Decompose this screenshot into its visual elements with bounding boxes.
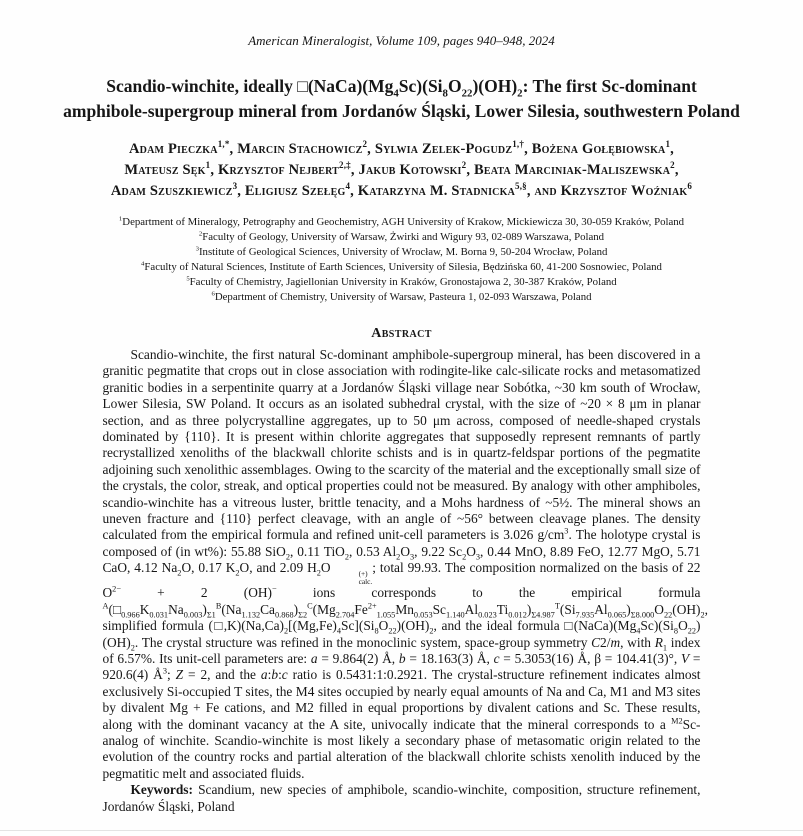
keywords-line: Keywords: Scandium, new species of amphibole, scandio-winchite, composition, structure refinement, Jordanów Śląski, Poland [102,782,701,814]
affiliation-line: $^2$Faculty of Geology, University of Warsaw, Żwirki and Wigury 93, 02-089 Warszawa, Poland [198,230,605,243]
author-line: Adam Pieczka$^{1,*}$, Marcin Stachowicz$^2$, Sylwia Zelek-Pogudz$^{1,\dagger}$, Bożena Gołębiowska$^1$, [129,139,674,157]
author-list [0,139,803,202]
affiliation-line: $^3$Institute of Geological Sciences, University of Wrocław, M. Borna 9, 50-204 Wrocław, Poland [195,245,608,258]
page-bottom-divider [0,830,803,831]
abstract-heading: Abstract [371,326,432,341]
abstract-body: Scandio-winchite, the first natural Sc-dominant amphibole-supergroup mineral, has been discovered in a granitic pegmatite that crops out in close association with rodingite-like calc-silicate rocks and metasomatized granitic bodies in a serpentinite quarry at a Jordanów Śląski village near Sobótka, ~30 km south of Wrocław, Lower Silesia, SW Poland. It occurs as an isolated subhedral crystal, with the size of ~20 × 8 μm in planar section, and as three polycrystalline aggregates, up to 50 μm across, composed of needle-shaped crystals dominated by {110}. It is present within chlorite aggregates that supposedly represent remnants of partly recrystallized xenoliths of the blackwall chlorite schists and is in quartz-feldspar portions of the pegmatite adjoining such xenolithic assemblages. Owing to the scarcity of the material and the exceptionally small size of the crystals, the color, streak, and optical properties could not be measured. By analogy with other amphiboles, scandio-winchite has a vitreous luster, brittle tenacity, and a Mohs hardness of ~5½. The mineral shows an uneven fracture and {110} perfect cleavage, with an angle of ~56° between cleavage planes. The density calculated from the empirical formula and refined unit-cell parameters is 3.026 $g/cm^3$. The holotype crystal is composed of (in wt%): 55.88 SiO$_2$, 0.11 TiO$_2$, 0.53 $Al_2O_3$, 9.22 $Sc_2O_3$, 0.44 MnO, 8.89 FeO, 12.77 MgO, 5.71 CaO, 4.12 $Na_2O$, 0.17 $K_2O$, and 2.09 $H_2O$ (+) calc. ; total 99.93. The composition normalized on the basis of 22 $O^{2-} + 2$ (OH)− ions corresponds to the empirical formula $^A(□_{0.966}K_{0.031}Na_{0.003})_{\Sigma 1}^B(Na_{1.132}Ca_{0.868})_{\Sigma 2}^C(Mg_{2.704}Fe^{2+}_{1.055}Mn_{0.053}Sc_{1.140}Al_{0.023}Ti_{0.012})_{\Sigma 4.987}^T(Si_{7.935}Al_{0.065})_{\Sigma 8.000}O_{22}(OH)_2$, simplified formula $(□,K)(Na,Ca)_2[(Mg,Fe)_4Sc](Si_8O_{22})(OH)_2$, and the ideal formula $□(NaCa)(Mg_4Sc)(Si_8O_{22})(OH)_2$. The crystal structure was refined in the monoclinic system, space-group symmetry C2/m, with $R_1$ index of 6.57%. Its unit-cell parameters are: a = 9.864(2) Å, b = 18.163(3) Å, c = 5.3053(16) Å, β = 104.41(3)°, V = 920.6(4) $Å^3$; Z = 2, and the a:b:c ratio is 0.5431:1:0.2921. The crystal-structure refinement indicates almost exclusively Si-occupied T sites, the M4 sites occupied by nearly equal amounts of Na and Ca, M1 and M3 sites by divalent Mg + Fe cations, and M2 filled in equal proportions by divalent cations and Sc. These results, along with the dominant vacancy at the A site, univocally indicate that the mineral corresponds to a $^{M2}$Sc-analog of winchite. Scandio-winchite is most likely a secondary phase of metasomatic origin related to the evolution of the country rocks and partial alteration of the blackwall chlorite schists xenolith induced by the pegmatitic melt and associated fluids. [102,347,709,781]
affiliation-line: $^4$Faculty of Natural Sciences, Institute of Earth Sciences, University of Silesia, Będzińska 60, 41-200 Sosnowiec, Poland [141,260,662,273]
page-title: Scandio-winchite, ideally $□(NaCa)(Mg_4Sc)(Si_8O_{22})(OH)_2$: The first Sc-dominant amphibole-supergroup mineral from Jordanów Śląski, Lower Silesia, southwestern Poland [63,76,740,121]
affiliation-list [0,215,803,305]
affiliation-line: $^1$Department of Mineralogy, Petrography and Geochemistry, AGH University of Krakow, Mickiewicza 30, 30-059 Kraków, Poland [118,215,685,228]
journal-header: American Mineralogist, Volume 109, pages 940–948, 2024 [248,33,555,48]
affiliation-line: $^5$Faculty of Chemistry, Jagiellonian University in Kraków, Gronostajowa 2, 30-387 Kraków, Poland [186,275,617,288]
author-line: Mateusz Sęk$^1$, Krzysztof Nejbert$^{2,\ddagger}$, Jakub Kotowski$^2$, Beata Marciniak-Maliszewska$^2$, [124,160,679,178]
author-line: Adam Szuszkiewicz$^3$, Eligiusz Szełęg$^4$, Katarzyna M. Stadnicka$^{5,\S}$, and Krzysztof Woźniak$^6$ [110,181,693,199]
affiliation-line: $^6$Department of Chemistry, University of Warsaw, Pasteura 1, 02-093 Warszawa, Poland [211,290,592,303]
